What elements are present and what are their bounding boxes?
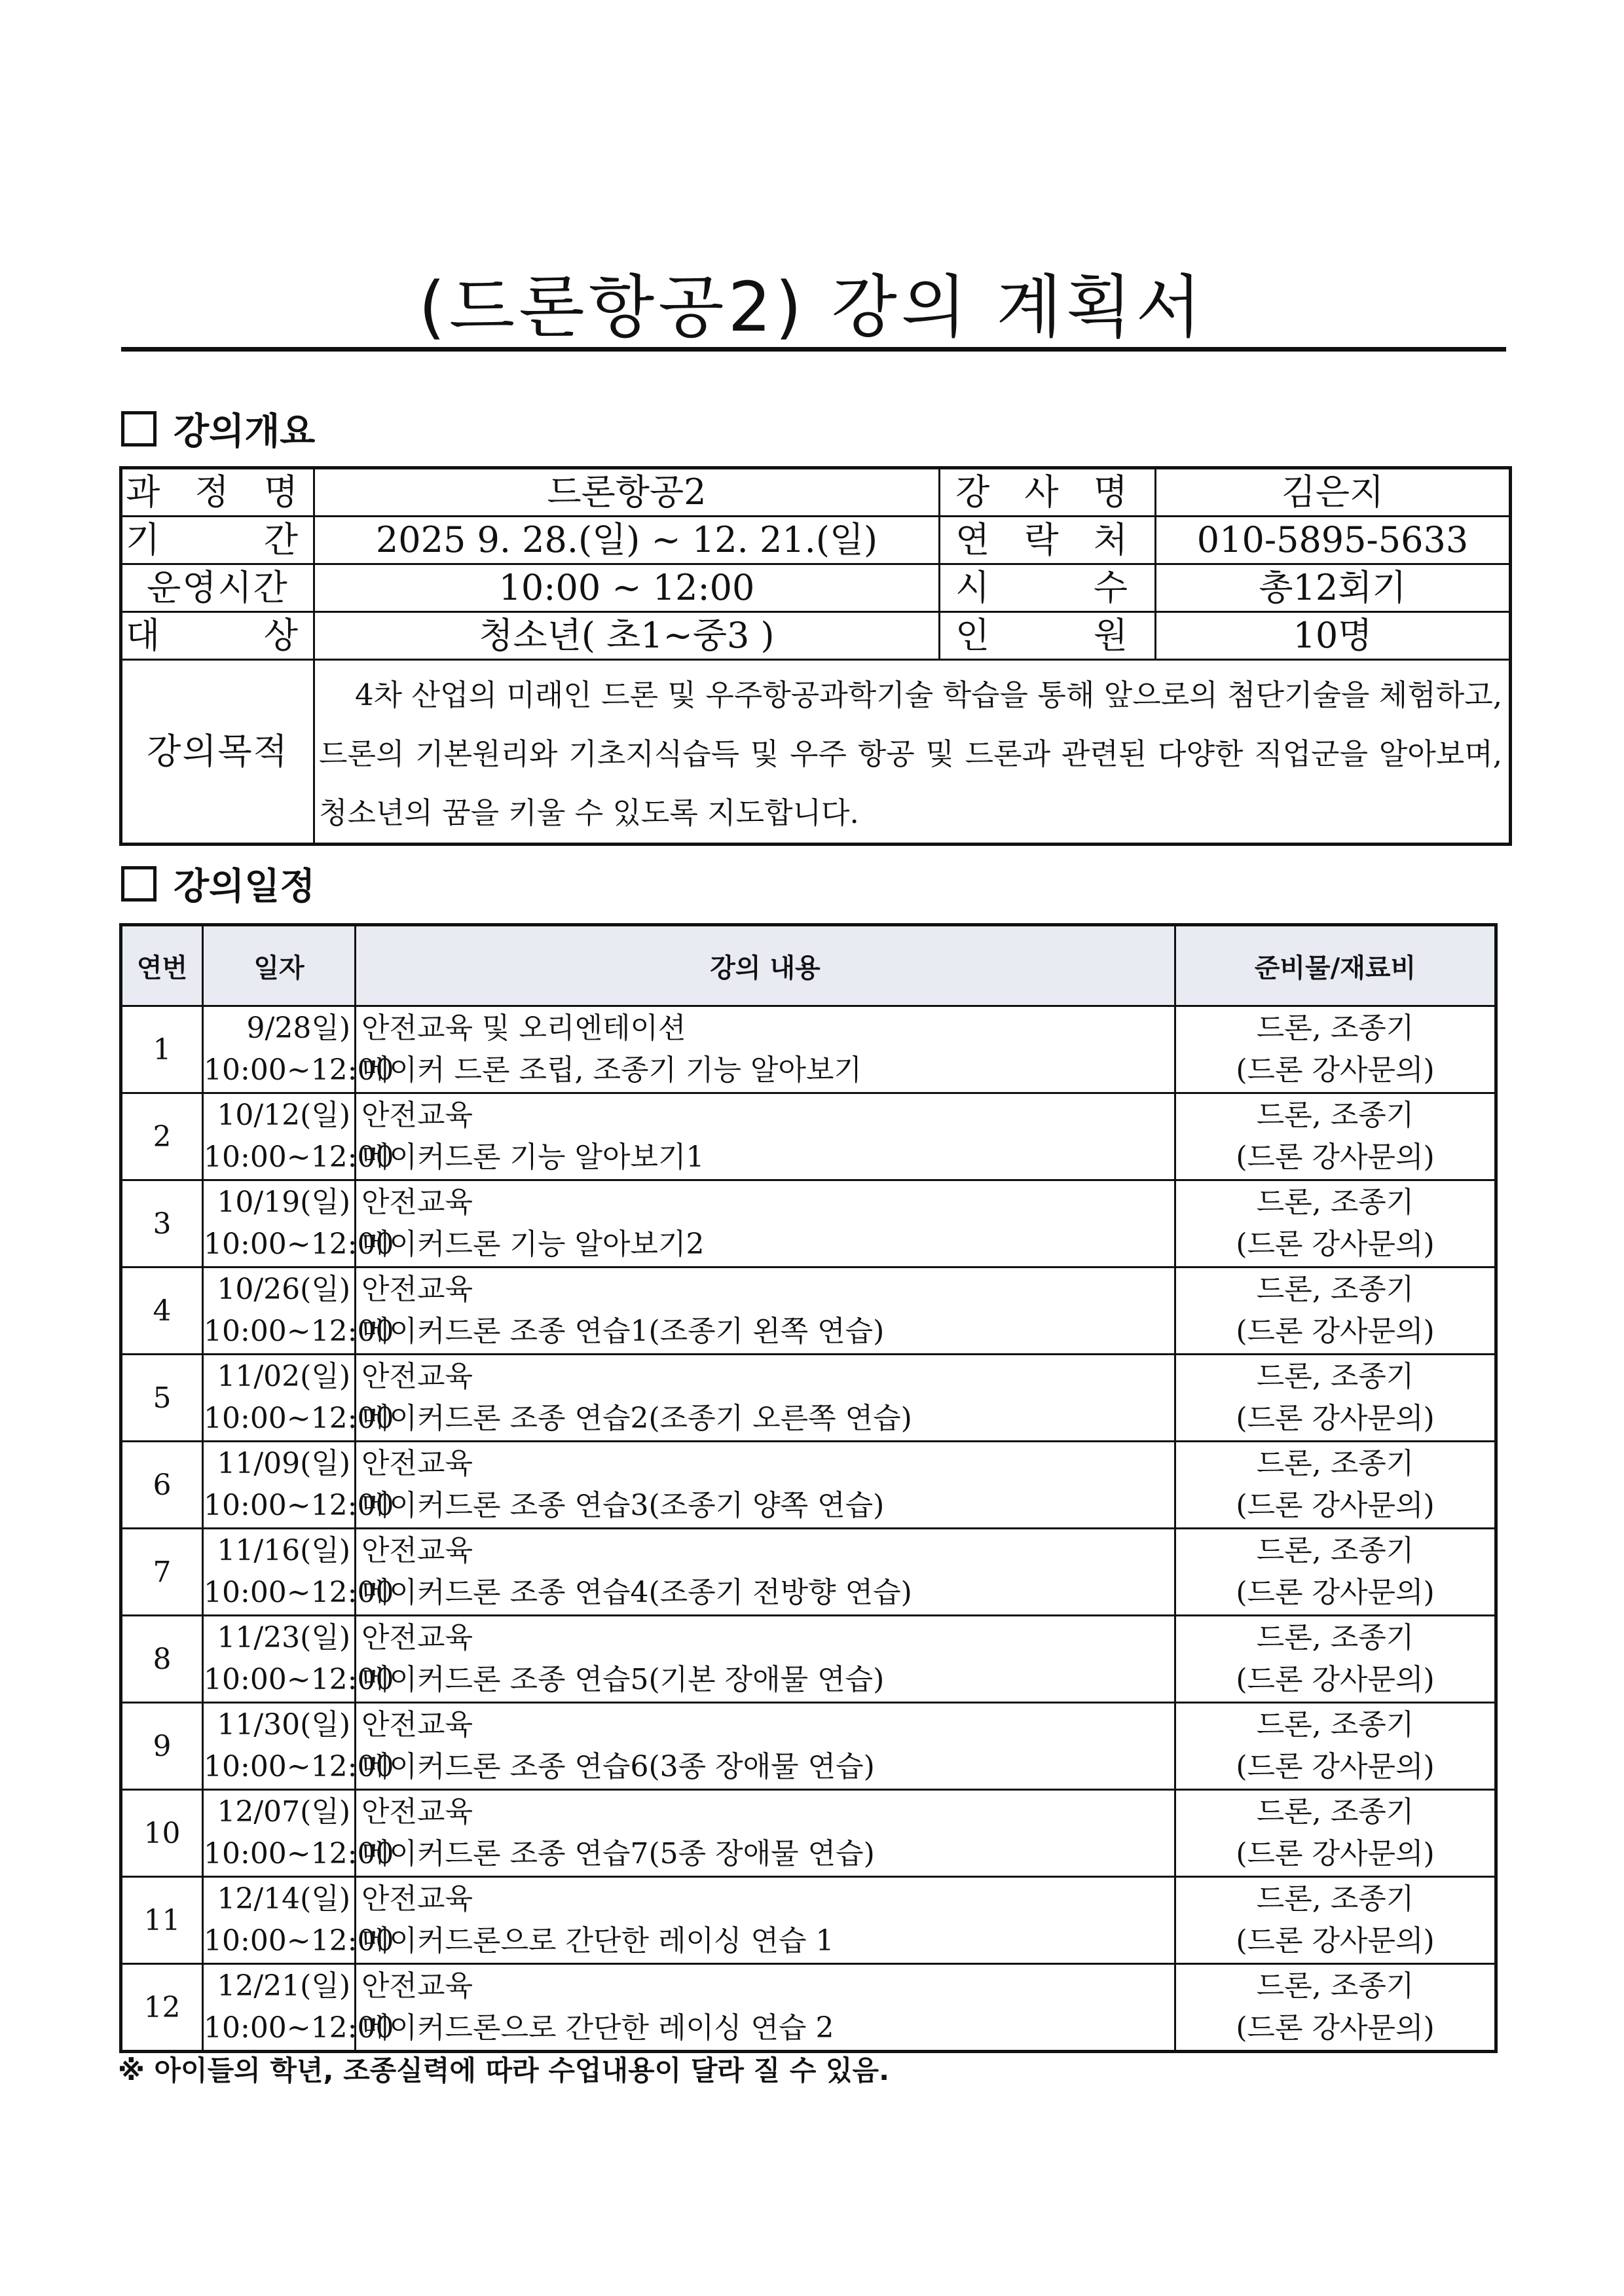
section-overview — [121, 403, 315, 455]
sessions-value: 총12회기 — [1156, 564, 1511, 612]
hours-value: 10:00 ~ 12:00 — [314, 564, 940, 612]
overview-row — [121, 517, 1511, 564]
row-time: 10:00~12:00 — [204, 1228, 394, 1261]
row-date: 10/12(일) — [217, 1099, 350, 1132]
row-time: 10:00~12:00 — [204, 1489, 394, 1522]
row-number: 2 — [121, 1093, 203, 1180]
row-date-cell — [203, 1355, 394, 1442]
row-content-line1: 안전교육 — [361, 1447, 473, 1480]
row-content-cell — [356, 1616, 1175, 1703]
overview-row — [121, 660, 1511, 845]
row-materials-line1: 드론, 조종기 — [1256, 1186, 1414, 1219]
row-number: 12 — [121, 1964, 203, 2052]
row-content-cell — [356, 1964, 1175, 2052]
row-content-line2: 메이커드론 조종 연습5(기본 장애물 연습) — [361, 1663, 885, 1696]
row-materials-cell — [1175, 1442, 1496, 1529]
row-content-line2: 메이커드론 조종 연습2(조종기 오른쪽 연습) — [361, 1402, 912, 1435]
row-number: 4 — [121, 1267, 203, 1355]
row-time: 10:00~12:00 — [204, 1750, 394, 1783]
period-label: 기 간 — [121, 517, 314, 564]
row-date-cell — [203, 1529, 394, 1616]
page-title: (드론항공2) 강의 계획서 — [418, 267, 1206, 347]
row-time: 10:00~12:00 — [204, 1140, 394, 1174]
row-materials-line2: (드론 강사문의) — [1236, 2011, 1435, 2045]
row-date-cell — [203, 1093, 394, 1180]
row-materials-cell — [1175, 1790, 1496, 1877]
overview-table — [119, 466, 1512, 846]
row-content-cell — [356, 1529, 1175, 1616]
row-materials-line2: (드론 강사문의) — [1236, 1228, 1435, 1261]
row-content-cell — [356, 1355, 1175, 1442]
row-date-cell — [203, 1877, 394, 1964]
table-row — [121, 1093, 1496, 1180]
row-materials-cell — [1175, 1616, 1496, 1703]
row-date-cell — [203, 1442, 394, 1529]
row-date-cell — [203, 1267, 394, 1355]
row-materials-line2: (드론 강사문의) — [1236, 1489, 1435, 1522]
row-materials-line1: 드론, 조종기 — [1256, 1795, 1414, 1829]
table-row — [121, 1703, 1496, 1790]
table-row — [121, 1790, 1496, 1877]
row-materials-cell — [1175, 1877, 1496, 1964]
row-materials-cell — [1175, 1703, 1496, 1790]
instructor-value: 김은지 — [1156, 468, 1511, 517]
row-content-cell — [356, 1442, 1175, 1529]
row-content-line2: 메이커드론 조종 연습6(3종 장애물 연습) — [361, 1750, 875, 1783]
row-content-cell — [356, 1790, 1175, 1877]
row-number: 8 — [121, 1616, 203, 1703]
row-content-line1: 안전교육 — [361, 1099, 473, 1132]
row-date-cell — [203, 1006, 394, 1093]
row-materials-line2: (드론 강사문의) — [1236, 1837, 1435, 1870]
row-time: 10:00~12:00 — [204, 1315, 394, 1348]
row-content-line1: 안전교육 — [361, 1708, 473, 1741]
row-content-cell — [356, 1093, 1175, 1180]
row-content-cell — [356, 1703, 1175, 1790]
row-date: 11/02(일) — [217, 1360, 350, 1393]
row-date: 11/30(일) — [217, 1708, 350, 1741]
row-materials-line1: 드론, 조종기 — [1256, 1011, 1414, 1045]
row-content-line2: 메이커드론 기능 알아보기2 — [361, 1228, 705, 1261]
table-row — [121, 1355, 1496, 1442]
row-time: 10:00~12:00 — [204, 1837, 394, 1870]
row-date: 12/21(일) — [217, 1969, 350, 2003]
target-value: 청소년( 초1~중3 ) — [314, 612, 940, 660]
row-date-cell — [203, 1180, 394, 1267]
row-date: 11/23(일) — [217, 1621, 350, 1654]
row-date: 11/09(일) — [217, 1447, 350, 1480]
row-time: 10:00~12:00 — [204, 1924, 394, 1958]
row-materials-line1: 드론, 조종기 — [1256, 1447, 1414, 1480]
people-label: 인 원 — [940, 612, 1156, 660]
row-content-line2: 메이커드론으로 간단한 레이싱 연습 1 — [361, 1924, 834, 1958]
row-content-line2: 메이커 드론 조립, 조종기 기능 알아보기 — [361, 1053, 862, 1087]
row-content-line2: 메이커드론 조종 연습7(5종 장애물 연습) — [361, 1837, 875, 1870]
sessions-label: 시 수 — [940, 564, 1156, 612]
row-materials-cell — [1175, 1355, 1496, 1442]
row-time: 10:00~12:00 — [204, 1576, 394, 1609]
target-label: 대 상 — [121, 612, 314, 660]
row-date-cell — [203, 1616, 394, 1703]
row-time: 10:00~12:00 — [204, 1053, 394, 1087]
overview-row — [121, 468, 1511, 517]
row-materials-line2: (드론 강사문의) — [1236, 1576, 1435, 1609]
row-content-line2: 메이커드론 조종 연습4(조종기 전방향 연습) — [361, 1576, 912, 1609]
row-materials-line1: 드론, 조종기 — [1256, 1708, 1414, 1741]
row-date: 11/16(일) — [217, 1534, 350, 1567]
row-materials-line1: 드론, 조종기 — [1256, 1882, 1414, 1916]
row-time: 10:00~12:00 — [204, 1402, 394, 1435]
row-time: 10:00~12:00 — [204, 1663, 394, 1696]
row-materials-cell — [1175, 1093, 1496, 1180]
row-content-cell — [356, 1180, 1175, 1267]
objective-value: 4차 산업의 미래인 드론 및 우주항공과학기술 학습을 통해 앞으로의 첨단기술을 체험하고, 드론의 기본원리와 기초지식습득 및 우주 항공 및 드론과 관련된 다양한 직업군을 알아보며, 청소년의 꿈을 키울 수 있도록 지도합니다. — [314, 660, 1511, 845]
row-materials-cell — [1175, 1006, 1496, 1093]
row-number: 5 — [121, 1355, 203, 1442]
row-materials-cell — [1175, 1180, 1496, 1267]
footnote: ※ 아이들의 학년, 조종실력에 따라 수업내용이 달라 질 수 있음. — [118, 2054, 890, 2086]
row-time: 10:00~12:00 — [204, 2011, 394, 2045]
row-number: 1 — [121, 1006, 203, 1093]
row-date: 12/14(일) — [217, 1882, 350, 1916]
section-schedule-label: 강의일정 — [174, 866, 316, 908]
table-row — [121, 1877, 1496, 1964]
row-number: 6 — [121, 1442, 203, 1529]
table-row — [121, 1180, 1496, 1267]
table-row — [121, 1442, 1496, 1529]
row-date-cell — [203, 1790, 394, 1877]
row-materials-line2: (드론 강사문의) — [1236, 1053, 1435, 1087]
table-row — [121, 1267, 1496, 1355]
row-materials-line2: (드론 강사문의) — [1236, 1924, 1435, 1958]
row-content-line2: 메이커드론 조종 연습3(조종기 양쪽 연습) — [361, 1489, 885, 1522]
row-date-cell — [203, 1964, 394, 2052]
row-number: 10 — [121, 1790, 203, 1877]
row-materials-cell — [1175, 1529, 1496, 1616]
objective-label: 강의목적 — [121, 660, 314, 845]
row-date: 10/19(일) — [217, 1186, 350, 1219]
row-materials-line1: 드론, 조종기 — [1256, 1969, 1414, 2003]
section-schedule — [121, 858, 315, 910]
row-content-cell — [356, 1267, 1175, 1355]
row-materials-line1: 드론, 조종기 — [1256, 1534, 1414, 1567]
instructor-label: 강 사 명 — [940, 468, 1156, 517]
row-number: 9 — [121, 1703, 203, 1790]
contact-value: 010-5895-5633 — [1156, 517, 1511, 564]
row-number: 7 — [121, 1529, 203, 1616]
people-value: 10명 — [1156, 612, 1511, 660]
header-no: 연번 — [121, 925, 203, 1006]
row-materials-line2: (드론 강사문의) — [1236, 1750, 1435, 1783]
row-materials-line2: (드론 강사문의) — [1236, 1315, 1435, 1348]
row-materials-line2: (드론 강사문의) — [1236, 1663, 1435, 1696]
period-value: 2025 9. 28.(일) ~ 12. 21.(일) — [314, 517, 940, 564]
row-number: 3 — [121, 1180, 203, 1267]
header-content: 강의 내용 — [356, 925, 1175, 1006]
row-content-line2: 메이커드론으로 간단한 레이싱 연습 2 — [361, 2011, 834, 2045]
title-underline — [121, 347, 1506, 352]
hours-label: 운영시간 — [121, 564, 314, 612]
schedule-table — [119, 923, 1498, 2053]
row-content-line1: 안전교육 — [361, 1360, 473, 1393]
row-date: 9/28일) — [246, 1011, 350, 1045]
overview-row — [121, 564, 1511, 612]
row-content-line1: 안전교육 — [361, 1534, 473, 1567]
row-materials-cell — [1175, 1267, 1496, 1355]
checkbox-square-icon — [121, 866, 157, 902]
row-content-line1: 안전교육 및 오리엔테이션 — [361, 1011, 686, 1045]
row-date: 10/26(일) — [217, 1273, 350, 1306]
row-materials-line2: (드론 강사문의) — [1236, 1140, 1435, 1174]
row-content-line1: 안전교육 — [361, 1273, 473, 1306]
table-row — [121, 1006, 1496, 1093]
row-materials-line1: 드론, 조종기 — [1256, 1099, 1414, 1132]
row-number: 11 — [121, 1877, 203, 1964]
table-row — [121, 1616, 1496, 1703]
row-content-cell — [356, 1006, 1175, 1093]
row-content-line2: 메이커드론 조종 연습1(조종기 왼쪽 연습) — [361, 1315, 885, 1348]
row-materials-line1: 드론, 조종기 — [1256, 1360, 1414, 1393]
header-materials: 준비물/재료비 — [1175, 925, 1496, 1006]
row-content-line1: 안전교육 — [361, 1969, 473, 2003]
overview-row — [121, 612, 1511, 660]
section-overview-label: 강의개요 — [174, 410, 316, 453]
row-content-line2: 메이커드론 기능 알아보기1 — [361, 1140, 705, 1174]
header-date: 일자 — [203, 925, 356, 1006]
row-content-line1: 안전교육 — [361, 1882, 473, 1916]
row-materials-line1: 드론, 조종기 — [1256, 1273, 1414, 1306]
row-date: 12/07(일) — [217, 1795, 350, 1829]
contact-label: 연 락 처 — [940, 517, 1156, 564]
row-date-cell — [203, 1703, 394, 1790]
table-row — [121, 1964, 1496, 2052]
row-materials-line2: (드론 강사문의) — [1236, 1402, 1435, 1435]
row-materials-cell — [1175, 1964, 1496, 2052]
course-label: 과 정 명 — [121, 468, 314, 517]
schedule-header-row — [121, 925, 1496, 1006]
checkbox-square-icon — [121, 411, 157, 446]
row-content-line1: 안전교육 — [361, 1186, 473, 1219]
row-content-line1: 안전교육 — [361, 1795, 473, 1829]
row-content-line1: 안전교육 — [361, 1621, 473, 1654]
course-value: 드론항공2 — [314, 468, 940, 517]
row-materials-line1: 드론, 조종기 — [1256, 1621, 1414, 1654]
row-content-cell — [356, 1877, 1175, 1964]
table-row — [121, 1529, 1496, 1616]
